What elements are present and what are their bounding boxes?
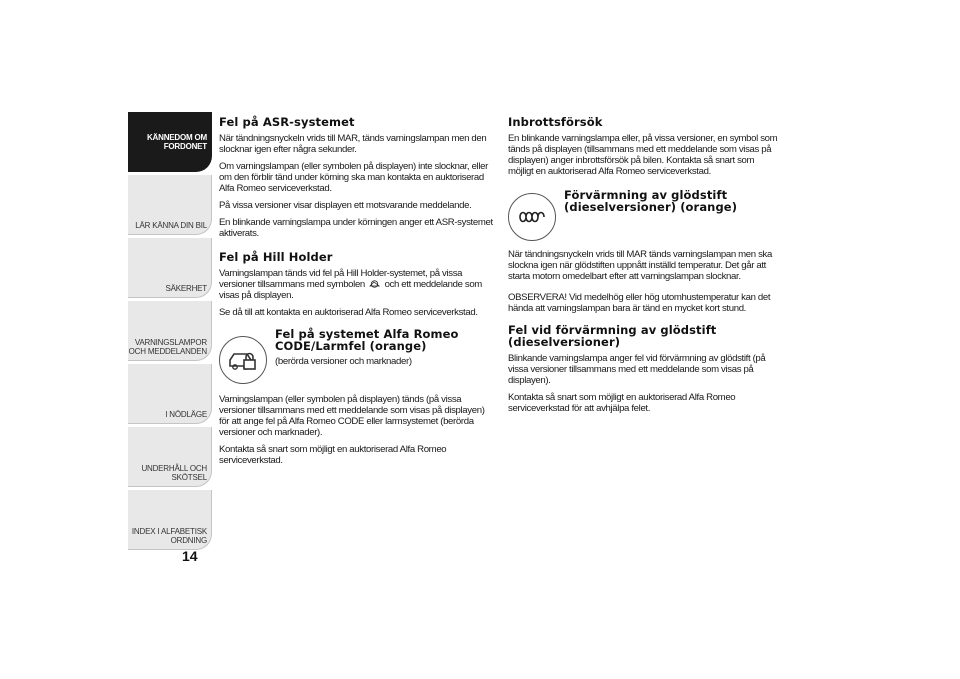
tab-kannedom-om-fordonet[interactable]: KÄNNEDOM OM FORDONET [128,112,212,172]
asr-heading: Fel på ASR-systemet [219,115,355,129]
tab-index[interactable]: INDEX I ALFABETISK ORDNING [128,490,212,550]
code-alarm-text [275,328,495,384]
asr-paragraph-2: Om varningslampan (eller symbolen på displayen) inte slocknar, eller om den förblir tänd under körning ska man kontakta en auktoriserad Alfa Romeo serviceverkstad. [219,161,488,194]
car-lock-icon [227,347,259,373]
code-alarm-paragraph-2: Kontakta så snart som möjligt en auktoriserad Alfa Romeo serviceverkstad. [219,444,447,466]
chapter-sidebar [128,112,212,553]
hill-holder-heading: Fel på Hill Holder [219,250,333,264]
theft-heading: Inbrottsförsök [508,115,603,129]
code-alarm-icon-circle [219,336,267,384]
glow-plug-paragraph-2: OBSERVERA! Vid medelhög eller hög utomhustemperatur kan det hända att varningslampan bara är tänd en mycket kort stund. [508,292,771,314]
code-alarm-subtitle: (berörda versioner och marknader) [275,356,412,367]
code-alarm-block [219,328,495,384]
hill-holder-icon [369,279,380,288]
hill-holder-paragraph-2: Se då till att kontakta en auktoriserad Alfa Romeo serviceverkstad. [219,307,478,318]
asr-paragraph-4: En blinkande varningslampa under körningen anger ett ASR-systemet aktiverats. [219,217,493,239]
theft-paragraph-1: En blinkande varningslampa eller, på vissa versioner, en symbol som tänds på displayen (tillsammans med ett meddelande som visas på displayen) anger inbrottsförsök på bilen. Kontakta så snart som möjligt en auktoriserad Alfa Romeo serviceverkstad. [508,133,778,177]
code-alarm-paragraph-1: Varningslampan (eller symbolen på displayen) tänds (på vissa versioner tillsammans med ett meddelande som visas på displayen) för att ange fel på Alfa Romeo CODE eller larmsystemet (berörda versioner och marknader). [219,394,485,438]
glow-fault-heading: Fel vid förvärmning av glödstift (dieselversioner) [508,323,717,349]
glow-plug-icon [517,209,547,225]
glow-fault-paragraph-1: Blinkande varningslampa anger fel vid förvärmning av glödstift (på vissa versioner tillsammans med ett meddelande som visas på displayen). [508,353,766,386]
glow-plug-block [508,189,778,241]
glow-fault-paragraph-2: Kontakta så snart som möjligt en auktoriserad Alfa Romeo serviceverkstad för att avhjälpa felet. [508,392,736,414]
page-number: 14 [182,548,198,564]
tab-varningslampor[interactable]: VARNINGSLAMPOR OCH MEDDELANDEN [128,301,212,361]
code-alarm-heading: Fel på systemet Alfa Romeo CODE/Larmfel (orange) [275,327,459,353]
asr-paragraph-3: På vissa versioner visar displayen ett motsvarande meddelande. [219,200,472,211]
tab-lar-kanna-din-bil[interactable]: LÄR KÄNNA DIN BIL [128,175,212,235]
hill-holder-paragraph-1: Varningslampan tänds vid fel på Hill Holder-systemet, på vissa versioner tillsammans med symbolen och ett meddelande som visas på displayen. [219,268,482,301]
tab-i-nodlage[interactable]: I NÖDLÄGE [128,364,212,424]
glow-plug-text [564,189,778,241]
asr-paragraph-1: När tändningsnyckeln vrids till MAR, tänds varningslampan men den slocknar igen efter några sekunder. [219,133,487,155]
glow-plug-icon-circle [508,193,556,241]
right-column [508,116,778,420]
glow-plug-heading: Förvärmning av glödstift (dieselversioner) (orange) [564,188,738,214]
tab-underhall-och-skotsel[interactable]: UNDERHÅLL OCH SKÖTSEL [128,427,212,487]
tab-sakerhet[interactable]: SÄKERHET [128,238,212,298]
left-column [219,116,495,472]
glow-plug-paragraph-1: När tändningsnyckeln vrids till MAR tänds varningslampan men ska slockna igen när glödstiften uppnått inställd temperatur. Det går att starta motorn omedelbart efter att varningslampan slocknar. [508,249,772,282]
